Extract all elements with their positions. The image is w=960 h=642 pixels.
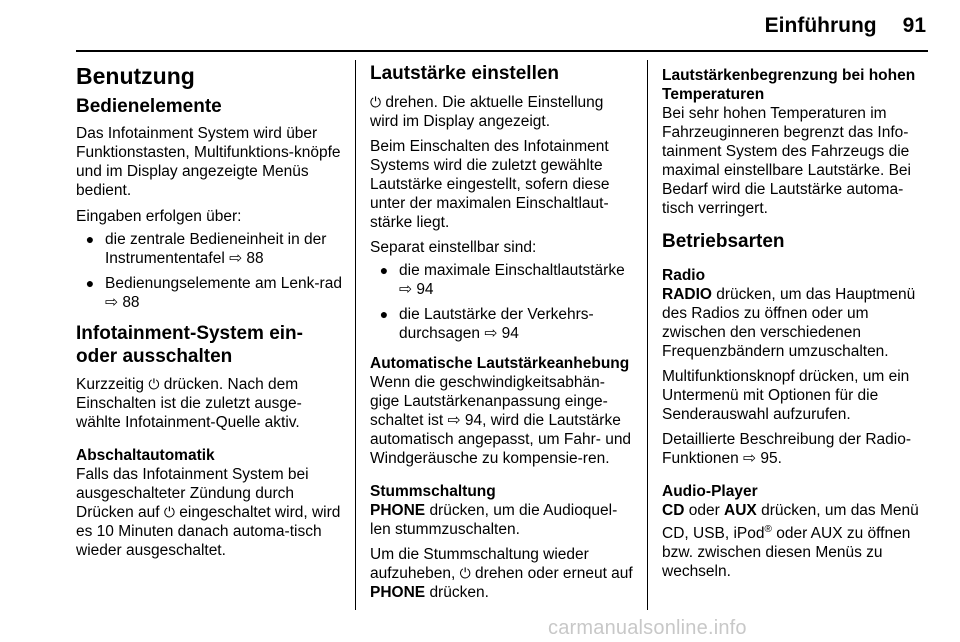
bullet-icon: ● [85, 231, 95, 247]
bullet-item: ● die Lautstärke der Verkehrs-durchsagen ⇨ 94 [370, 305, 634, 343]
page-ref-arrow-icon: ⇨ [484, 325, 498, 342]
power-knob-icon: ⏻ [163, 504, 175, 520]
page-ref[interactable]: 88 [122, 294, 140, 311]
bullet-icon: ● [379, 306, 389, 322]
paragraph: Detaillierte Beschreibung der Radio-Funktionen ⇨ 95. [662, 431, 911, 467]
page-ref[interactable]: 94 [416, 281, 434, 298]
paragraph: PHONE drücken, um die Audioquel-len stummzuschalten. [370, 502, 618, 538]
paragraph: Separat einstellbar sind: [370, 239, 537, 256]
page-ref-arrow-icon: ⇨ [399, 281, 412, 298]
page-ref-arrow-icon: ⇨ [105, 294, 118, 311]
power-knob-icon: ⏻ [459, 565, 471, 581]
page-ref[interactable]: 94 [464, 412, 483, 429]
bullet-item: ● die zentrale Bedieneinheit in der Instrumententafel ⇨ 88 [76, 230, 342, 268]
heading-radio: Radio [662, 267, 706, 284]
page-ref-arrow-icon: ⇨ [229, 250, 243, 267]
power-knob-icon: ⏻ [370, 94, 382, 110]
paragraph: ⏻ drehen. Die aktuelle Einstellung wird im Display angezeigt. [370, 94, 604, 130]
phone-key: PHONE [370, 502, 426, 519]
page-title: Einführung [764, 14, 877, 37]
heading-bedienelemente: Bedienelemente [76, 96, 222, 117]
paragraph: Multifunktionsknopf drücken, um ein Untermenü mit Optionen für die Senderauswahl aufzurufen. [662, 368, 910, 423]
paragraph: Kurzzeitig ⏻ drücken. Nach dem Einschalten ist die zuletzt ausge-wählte Infotainment-Quelle aktiv. [76, 376, 302, 431]
heading-auto-anhebung: Automatische Lautstärkeanhebung [370, 355, 630, 372]
page-ref-arrow-icon: ⇨ [447, 412, 461, 429]
heading-ein-ausschalten: Infotainment-System ein- oder ausschalten [76, 323, 303, 367]
bullet-item: ● die maximale Einschaltlautstärke ⇨ 94 [370, 261, 634, 299]
column-1 [76, 62, 342, 560]
heading-stummschaltung: Stummschaltung [370, 483, 496, 500]
column-divider-1 [355, 60, 356, 610]
heading-betriebsarten: Betriebsarten [662, 231, 785, 252]
radio-key: RADIO [662, 286, 712, 303]
page-number: 91 [902, 14, 926, 37]
page-ref-arrow-icon: ⇨ [743, 450, 757, 467]
paragraph: Beim Einschalten des Infotainment Systems wird die zuletzt gewählte Lautstärke eingestellt, sofern diese unter der maximalen Einschaltlaut-stärke liegt. [370, 138, 610, 231]
heading-abschaltautomatik: Abschaltautomatik [76, 447, 215, 464]
bullet-icon: ● [85, 275, 95, 291]
heading-temperaturen: Lautstärkenbegrenzung bei hohen Temperaturen [662, 67, 916, 103]
phone-key: PHONE [370, 584, 426, 601]
paragraph: Das Infotainment System wird über Funktionstasten, Multifunktions-knöpfe und im Display angezeigte Menüs bedient. [76, 125, 341, 199]
paragraph: Um die Stummschaltung wieder aufzuheben, ⏻ drehen oder erneut auf PHONE drücken. [370, 546, 633, 601]
bullet-icon: ● [379, 262, 389, 278]
page-ref[interactable]: 88 [246, 250, 264, 267]
page-ref[interactable]: 95 [760, 450, 778, 467]
watermark: carmanualsonline.info [548, 617, 747, 639]
paragraph: Wenn die geschwindigkeitsabhän-gige Lautstärkenanpassung einge-schaltet ist ⇨ 94, wird die Lautstärke automatisch angepasst, um Fahr- und Windgeräusche zu kompensie-ren. [370, 374, 632, 467]
column-divider-2 [647, 60, 648, 610]
aux-key: AUX [724, 502, 757, 519]
section-heading-benutzung: Benutzung [76, 63, 195, 89]
column-3 [662, 62, 928, 581]
bullet-item: ● Bedienungselemente am Lenk-rad ⇨ 88 [76, 274, 342, 312]
paragraph: CD oder AUX drücken, um das Menü CD, USB, iPod® oder AUX zu öffnen bzw. zwischen diesen Menüs zu wechseln. [662, 502, 919, 581]
heading-lautstaerke: Lautstärke einstellen [370, 63, 560, 84]
paragraph: Bei sehr hohen Temperaturen im Fahrzeuginneren begrenzt das Info-tainment System des Fahrzeugs die maximal einstellbare Lautstärke. Bei Bedarf wird die Lautstärke automa-tisch verringert. [662, 105, 911, 217]
heading-audio-player: Audio-Player [662, 483, 758, 500]
paragraph: Falls das Infotainment System bei ausgeschalteter Zündung durch Drücken auf ⏻ eingeschaltet wird, wird es 10 Minuten danach automa-tisch wieder ausgeschaltet. [76, 466, 341, 559]
paragraph: Eingaben erfolgen über: [76, 208, 242, 225]
column-2 [370, 62, 634, 602]
power-knob-icon: ⏻ [148, 376, 160, 392]
paragraph: RADIO drücken, um das Hauptmenü des Radios zu öffnen oder um zwischen den verschiedenen Frequenzbändern umzuschalten. [662, 286, 916, 360]
header-rule [76, 50, 928, 52]
page-header [765, 14, 926, 38]
cd-key: CD [662, 502, 685, 519]
page-ref[interactable]: 94 [501, 325, 519, 342]
